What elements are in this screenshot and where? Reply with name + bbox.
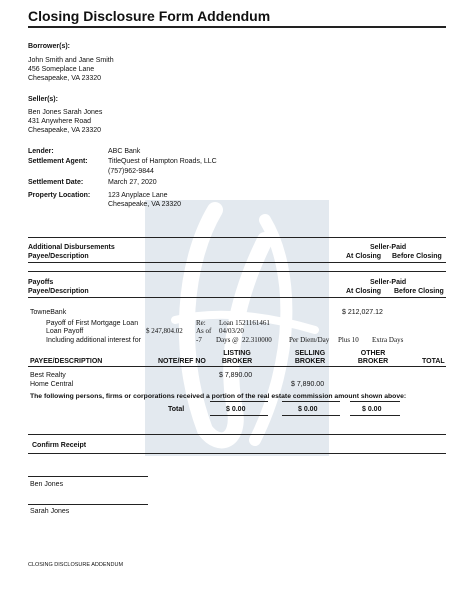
col-listing-line-1: LISTING bbox=[223, 350, 251, 357]
col-other-line-1: OTHER bbox=[360, 350, 386, 357]
commission-row-2-payee: Home Central bbox=[30, 381, 74, 388]
payoff-rate: 22.310000 bbox=[242, 336, 272, 344]
commission-row-1-payee: Best Realty bbox=[30, 372, 66, 379]
col-selling-line-2: BROKER bbox=[294, 358, 326, 365]
payoff-days: -7 bbox=[196, 336, 202, 344]
commission-row-1-listing: $ 7,890.00 bbox=[219, 372, 253, 379]
payoff-loan-amount: $ 247,804.02 bbox=[146, 327, 183, 335]
selling-total-rule bbox=[282, 401, 340, 402]
other-total-rule bbox=[350, 401, 400, 402]
title-rule bbox=[28, 26, 446, 28]
disbursements-heading: Additional Disbursements bbox=[28, 244, 115, 251]
disbursements-seller-paid: Seller-Paid bbox=[370, 244, 407, 251]
payoffs-top-rule bbox=[28, 271, 446, 272]
receipt-top-rule bbox=[28, 434, 446, 435]
payoff-plus-days: Plus 10 bbox=[338, 336, 359, 344]
signature-line-1[interactable] bbox=[28, 476, 148, 477]
lender-value: ABC Bank bbox=[108, 148, 141, 155]
borrower-line-1: John Smith and Jane Smith bbox=[28, 57, 114, 64]
listing-total-bottom-rule bbox=[210, 415, 268, 416]
disbursements-subheading: Payee/Description bbox=[28, 253, 89, 260]
total-other: $ 0.00 bbox=[362, 406, 382, 413]
disbursements-top-rule bbox=[28, 237, 446, 238]
payoff-amount: $ 212,027.12 bbox=[342, 309, 383, 316]
commission-notice: The following persons, firms or corporations received a portion of the real estate commission amount shown above: bbox=[30, 393, 407, 400]
payoff-as-of-date: 04/03/20 bbox=[219, 327, 244, 335]
settlement-agent-phone: (757)962-9844 bbox=[108, 168, 154, 175]
borrower-line-3: Chesapeake, VA 23320 bbox=[28, 75, 102, 82]
selling-total-bottom-rule bbox=[282, 415, 340, 416]
confirm-receipt-label: Confirm Receipt bbox=[32, 442, 87, 449]
receipt-bottom-rule bbox=[28, 453, 446, 454]
col-other-line-2: BROKER bbox=[357, 358, 389, 365]
payoff-desc-2: Loan Payoff bbox=[46, 328, 84, 335]
payoff-days-at: Days @ bbox=[216, 336, 239, 344]
payoff-loan-number: Loan 1521161461 bbox=[219, 319, 270, 327]
disbursements-at-closing: At Closing bbox=[346, 253, 381, 260]
seller-line-1: Ben Jones Sarah Jones bbox=[28, 109, 103, 116]
payoff-as-of-label: As of bbox=[196, 327, 212, 335]
signer-2-name: Sarah Jones bbox=[30, 508, 70, 515]
payoffs-heading: Payoffs bbox=[28, 279, 54, 286]
settlement-date-label: Settlement Date: bbox=[28, 179, 84, 186]
borrowers-label: Borrower(s): bbox=[28, 43, 71, 50]
disbursements-header-rule bbox=[28, 262, 446, 263]
signer-1-name: Ben Jones bbox=[30, 481, 64, 488]
other-total-bottom-rule bbox=[350, 415, 400, 416]
settlement-agent-value: TitleQuest of Hampton Roads, LLC bbox=[108, 158, 217, 165]
col-payee-description: PAYEE/DESCRIPTION bbox=[30, 358, 103, 365]
signature-line-2[interactable] bbox=[28, 504, 148, 505]
payoff-extra-days: Extra Days bbox=[372, 336, 404, 344]
property-line-1: 123 Anyplace Lane bbox=[108, 192, 168, 199]
payoffs-seller-paid: Seller-Paid bbox=[370, 279, 407, 286]
total-selling: $ 0.00 bbox=[298, 406, 318, 413]
commission-row-2-selling: $ 7,890.00 bbox=[291, 381, 325, 388]
payoffs-subheading: Payee/Description bbox=[28, 288, 89, 295]
seller-line-3: Chesapeake, VA 23320 bbox=[28, 127, 102, 134]
payoff-desc-3: Including additional interest for bbox=[46, 337, 141, 344]
payoff-payee: TowneBank bbox=[30, 309, 67, 316]
listing-total-rule bbox=[210, 401, 268, 402]
page-title: Closing Disclosure Form Addendum bbox=[28, 8, 271, 24]
col-note-ref-no: NOTE/REF NO bbox=[158, 358, 206, 365]
borrower-line-2: 456 Someplace Lane bbox=[28, 66, 95, 73]
commission-header-rule bbox=[28, 366, 446, 367]
col-listing-line-2: BROKER bbox=[221, 358, 253, 365]
payoffs-before-closing: Before Closing bbox=[394, 288, 444, 295]
col-selling-line-1: SELLING bbox=[294, 350, 326, 357]
col-total: TOTAL bbox=[422, 358, 445, 365]
payoffs-header-rule bbox=[28, 297, 446, 298]
disbursements-before-closing: Before Closing bbox=[392, 253, 442, 260]
payoffs-at-closing: At Closing bbox=[346, 288, 381, 295]
settlement-agent-label: Settlement Agent: bbox=[28, 158, 88, 165]
footer-label: CLOSING DISCLOSURE ADDENDUM bbox=[28, 562, 124, 568]
total-label: Total bbox=[168, 406, 185, 413]
seller-line-2: 431 Anywhere Road bbox=[28, 118, 92, 125]
payoff-desc-1: Payoff of First Mortgage Loan bbox=[46, 320, 139, 327]
payoff-re-label: Re: bbox=[196, 319, 206, 327]
lender-label: Lender: bbox=[28, 148, 54, 155]
settlement-date-value: March 27, 2020 bbox=[108, 179, 157, 186]
total-listing: $ 0.00 bbox=[226, 406, 246, 413]
property-line-2: Chesapeake, VA 23320 bbox=[108, 201, 182, 208]
sellers-label: Seller(s): bbox=[28, 96, 58, 103]
property-location-label: Property Location: bbox=[28, 192, 91, 199]
payoff-per-diem: Per Diem/Day bbox=[289, 336, 330, 344]
